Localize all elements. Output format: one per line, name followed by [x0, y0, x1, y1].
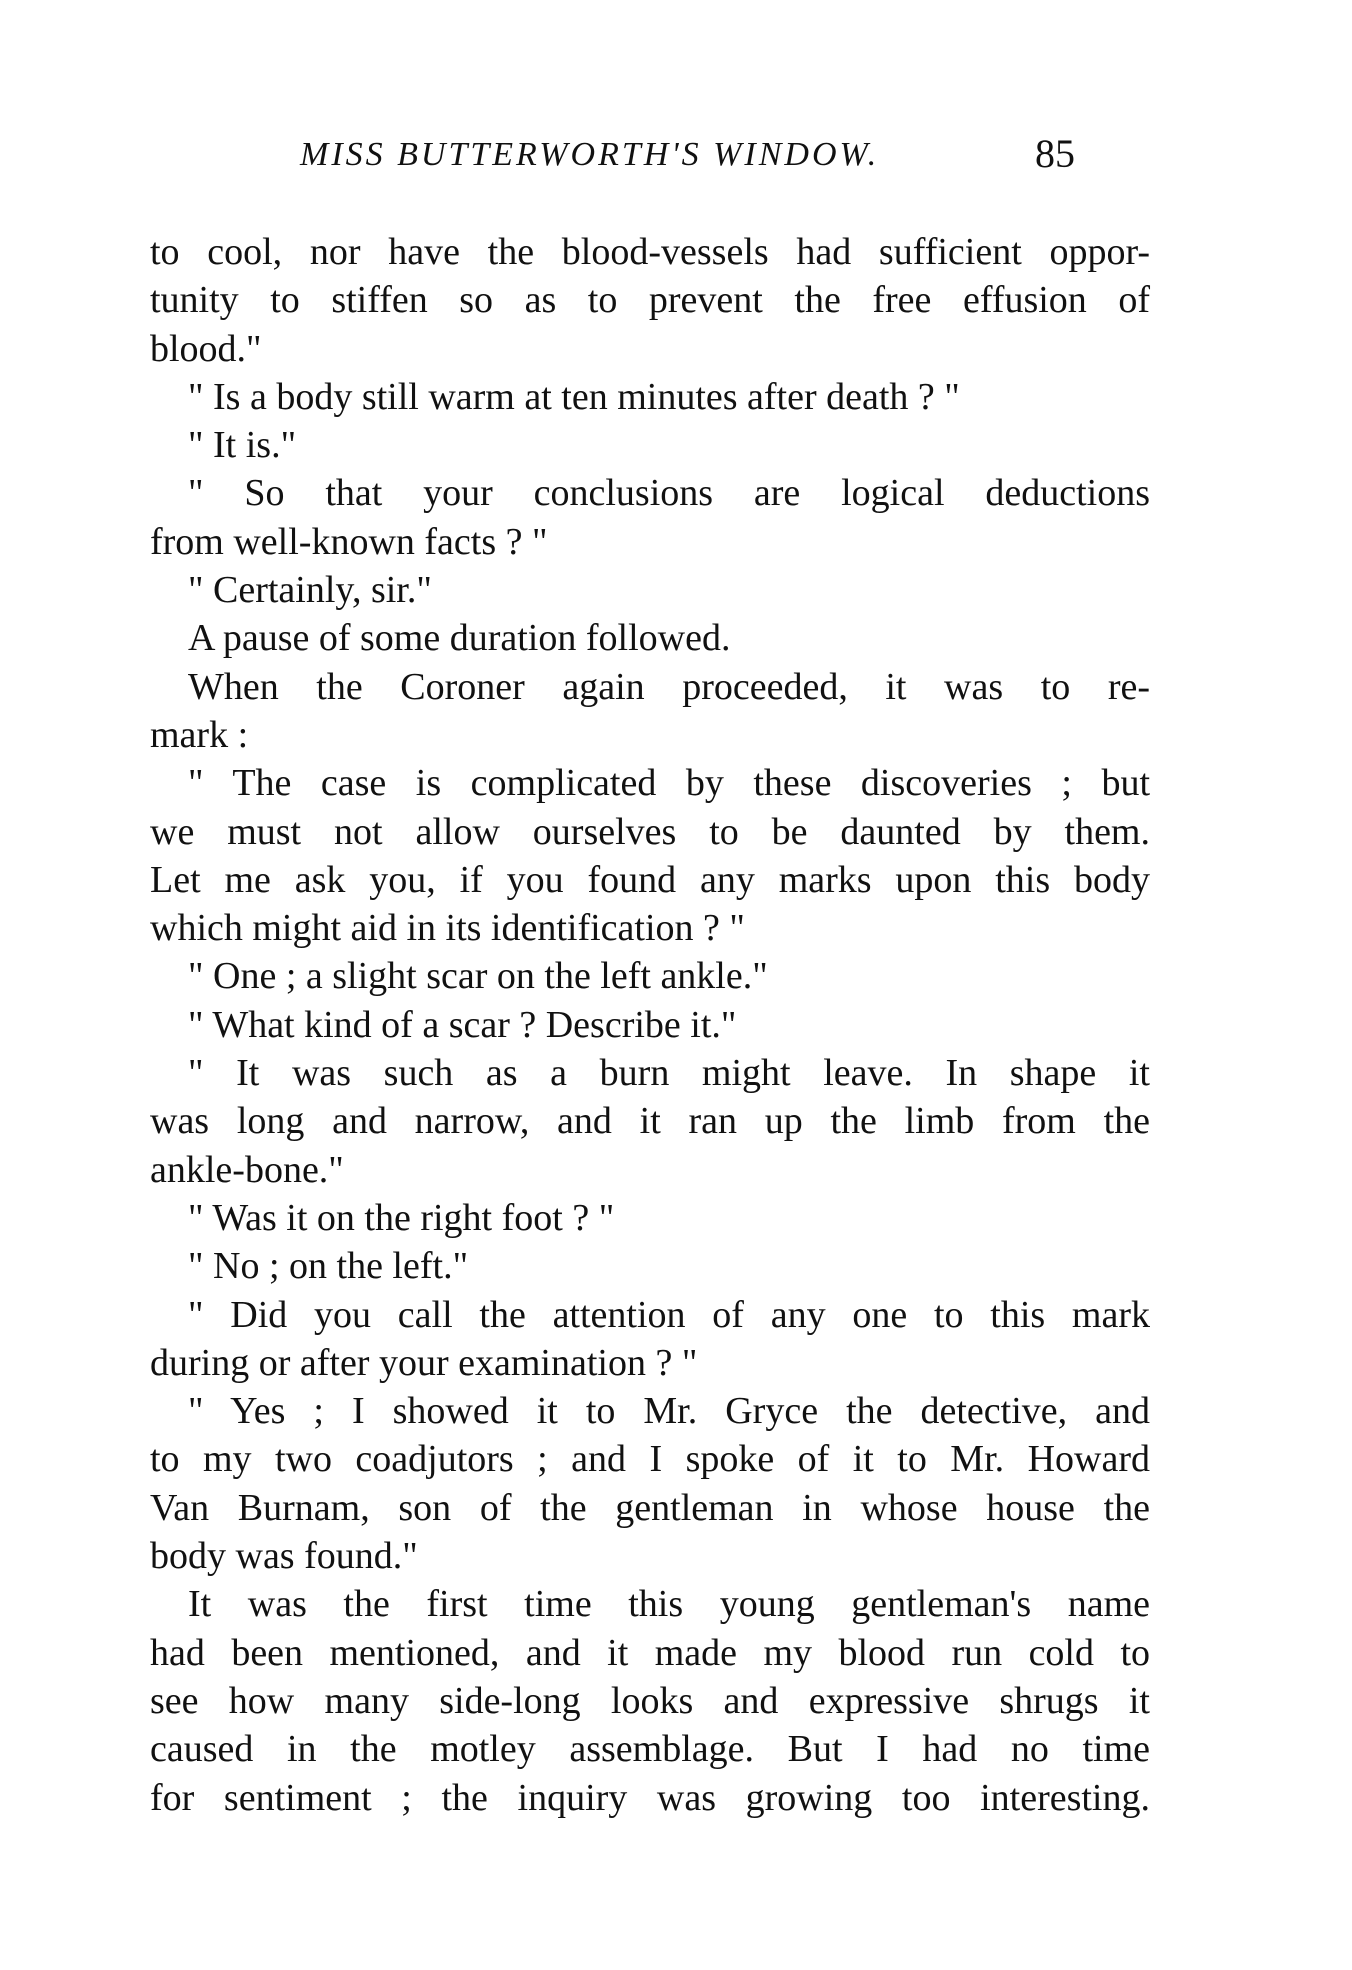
running-head: [150, 128, 1150, 188]
text-line: body was found.": [150, 1535, 418, 1578]
text-line: " Yes ; I showed it to Mr. Gryce the detective, and: [188, 1390, 1150, 1433]
text-line: Let me ask you, if you found any marks upon this body: [150, 858, 1150, 901]
text-line: we must not allow ourselves to be daunted by them.: [150, 810, 1150, 853]
running-title: MISS BUTTERWORTH'S WINDOW.: [300, 136, 880, 173]
text-line: from well-known facts ? ": [150, 520, 548, 563]
text-line: " No ; on the left.": [188, 1245, 469, 1288]
text-line: to cool, nor have the blood-vessels had sufficient oppor-: [150, 231, 1150, 273]
text-line: " Was it on the right foot ? ": [188, 1196, 615, 1239]
text-line: Van Burnam, son of the gentleman in whose house the: [150, 1486, 1150, 1529]
text-line: " One ; a slight scar on the left ankle.": [188, 955, 768, 998]
text-line: " So that your conclusions are logical deductions: [188, 472, 1150, 515]
page-number: 85: [1035, 131, 1075, 176]
text-line: When the Coroner again proceeded, it was to re-: [188, 665, 1150, 708]
text-line: during or after your examination ? ": [150, 1341, 698, 1384]
text-line: had been mentioned, and it made my blood run cold to: [150, 1631, 1150, 1674]
body-text: [150, 228, 1150, 1822]
text-line: " What kind of a scar ? Describe it.": [188, 1003, 737, 1046]
text-line: A pause of some duration followed.: [188, 617, 731, 660]
text-line: see how many side-long looks and expressive shrugs it: [150, 1679, 1150, 1722]
text-line: caused in the motley assemblage. But I had no time: [150, 1728, 1150, 1771]
text-line: " The case is complicated by these discoveries ; but: [188, 762, 1150, 805]
text-line: for sentiment ; the inquiry was growing too interesting.: [150, 1776, 1150, 1819]
text-line: " Certainly, sir.": [188, 569, 432, 612]
text-line: It was the first time this young gentleman's name: [188, 1583, 1150, 1626]
text-line: was long and narrow, and it ran up the limb from the: [150, 1100, 1150, 1143]
text-line: " Did you call the attention of any one to this mark: [188, 1293, 1150, 1336]
text-line: ankle-bone.": [150, 1148, 344, 1191]
text-line: " It was such as a burn might leave. In shape it: [188, 1052, 1150, 1095]
text-line: which might aid in its identification ? ": [150, 907, 745, 950]
text-line: " It is.": [188, 424, 297, 467]
text-line: tunity to stiffen so as to prevent the free effusion of: [150, 279, 1150, 322]
text-line: mark :: [150, 713, 249, 756]
text-line: to my two coadjutors ; and I spoke of it to Mr. Howard: [150, 1438, 1150, 1481]
text-line: blood.": [150, 327, 262, 370]
text-line: " Is a body still warm at ten minutes after death ? ": [188, 375, 960, 418]
